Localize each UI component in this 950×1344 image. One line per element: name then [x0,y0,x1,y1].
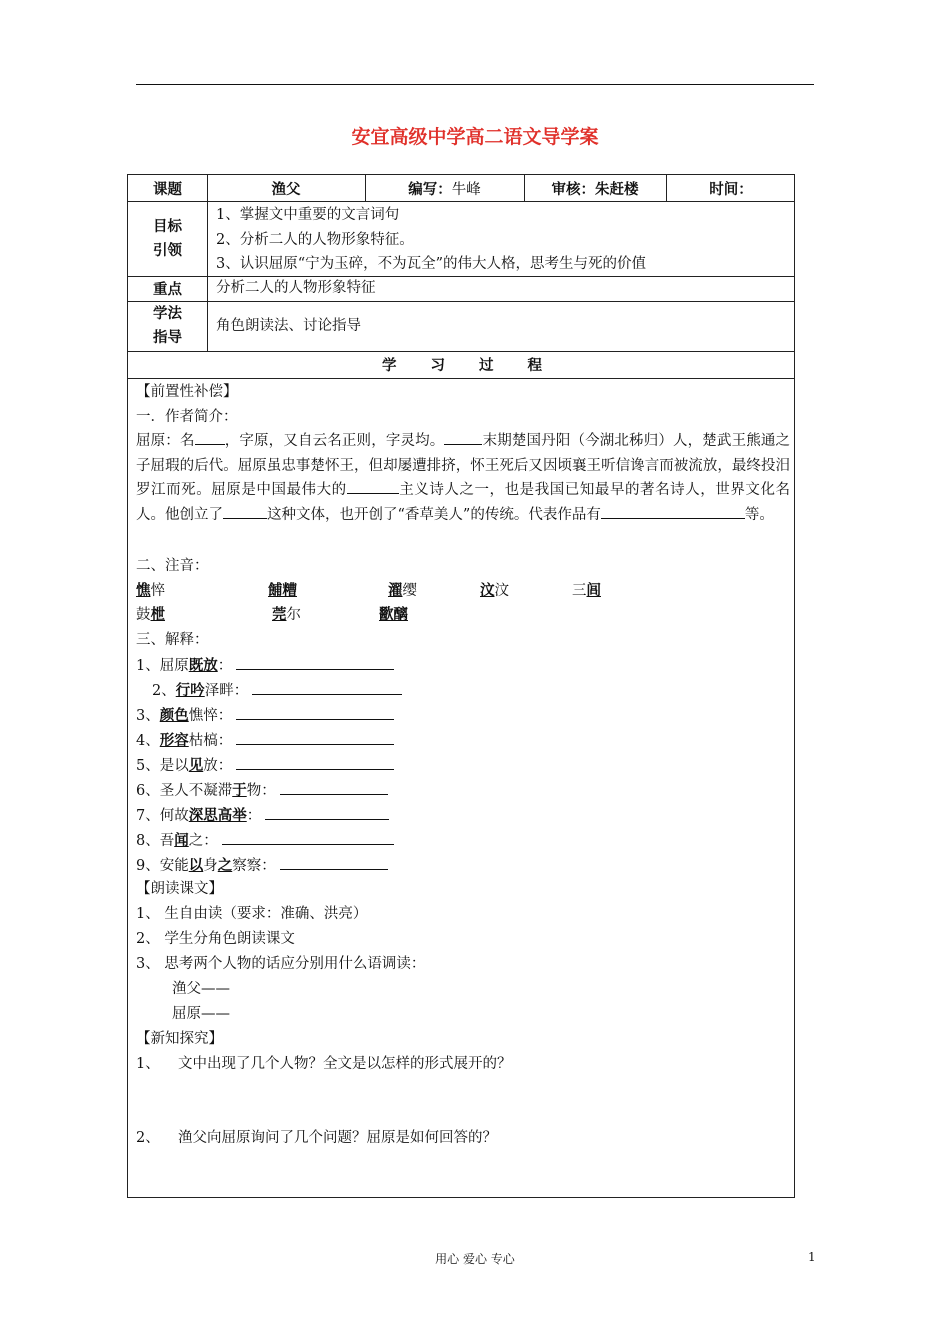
bio-text: 主义诗人之一，也是我国已知最早的著名诗人，世界文化名人。他创立了 [136,482,791,524]
answer-blank[interactable] [236,655,394,670]
lesson-table [127,174,795,1198]
pinyin-item: 歠醨 [379,607,408,623]
keypoint-label: 重点 [153,282,182,298]
answer-blank[interactable] [252,680,402,695]
goals-label-line1: 目标 [153,218,182,235]
answer-blank[interactable] [236,705,394,720]
blank-works[interactable] [601,504,745,519]
author-label: 编写： [408,181,452,198]
bio-text: 末期楚国丹阳（今湖北秭归）人，楚武王熊通之子屈瑕的后代。屈原虽忠事楚怀王，但却屡遭排挤，怀王死后又因顷襄王听信谗言而被流放，最终投汨罗江而死。屈原是中国最伟大的 [136,433,791,499]
bio-text: 这种文体，也开创了“香草美人”的传统。代表作品有 [267,507,601,524]
explore-q2-num: 2、 [136,1130,160,1146]
pinyin-item: 濯缨 [388,583,417,599]
page-number: 1 [808,1250,816,1264]
explore-q2: 渔父向屈原询问了几个问题？屈原是如何回答的？ [178,1130,497,1146]
pinyin-item: 莞尔 [272,607,301,623]
explain-item: 4、形容枯槁： [136,730,394,751]
blank-name[interactable] [195,430,225,445]
answer-blank[interactable] [280,780,388,795]
explain-item: 1、屈原既放： [136,655,394,676]
topic-value: 渔父 [271,181,301,198]
pinyin-item: 鼓枻 [136,607,165,623]
pinyin-item: 餔糟 [268,583,297,599]
reviewer-cell: 审核：朱赶楼 [551,181,639,198]
page-title: 安宜高级中学高二语文导学案 [351,126,599,148]
explain-item: 9、安能以身之察察： [136,855,388,876]
explain-item: 8、吾闻之： [136,830,394,851]
bio-text: 屈原：名 [136,433,195,449]
keypoint-value: 分析二人的人物形象特征 [216,280,376,296]
explain-heading: 三、解释： [136,632,209,648]
author-intro-heading: 一．作者简介： [136,409,238,425]
method-label-line1: 学法 [153,306,182,322]
bio-text: ，字原，又自云名正则，字灵均。 [224,433,445,449]
process-heading: 学习过程 [382,358,576,374]
explain-item: 2、行吟泽畔： [152,680,402,701]
reading-item: 2、 学生分角色朗读课文 [136,931,295,947]
explore-heading: 【新知探究】 [136,1031,223,1047]
answer-blank[interactable] [265,805,389,820]
reading-item: 3、 思考两个人物的话应分别用什么语调读： [136,956,426,972]
pinyin-item: 三闾 [572,583,601,599]
method-label [128,301,207,351]
explain-item: 3、颜色憔悴： [136,705,394,726]
answer-blank[interactable] [280,855,388,870]
footer-motto: 用心 爱心 专心 [435,1252,515,1266]
author-cell [365,175,524,201]
goals-list [216,203,646,277]
blank-ism[interactable] [347,479,399,494]
pre-heading: 【前置性补偿】 [136,384,238,400]
pinyin-heading: 二、注音： [136,558,209,574]
reading-heading: 【朗读课文】 [136,881,223,897]
answer-blank[interactable] [222,830,394,845]
answer-blank[interactable] [236,730,394,745]
goal-item: 3、认识屈原“宁为玉碎，不为瓦全”的伟大人格，思考生与死的价值 [216,256,647,272]
header-rule [136,84,814,85]
author-bio [136,429,790,528]
method-value: 角色朗读法、讨论指导 [216,318,361,334]
pinyin-item: 憔悴 [136,583,165,599]
reading-sub: 屈原—— [172,1006,230,1022]
goals-label [128,201,207,276]
explain-item: 5、是以见放： [136,755,394,776]
author-value: 牛峰 [451,181,481,198]
time-label: 时间： [709,181,753,198]
topic-label: 课题 [153,181,182,198]
blank-genre[interactable] [223,504,267,519]
reading-item: 1、 生自由读（要求：准确、洪亮） [136,906,368,922]
explain-item: 7、何故深思高举： [136,805,389,826]
answer-blank[interactable] [236,755,394,770]
bio-text: 等。 [744,507,774,524]
blank-era[interactable] [444,430,482,445]
pinyin-item: 汶汶 [480,583,509,599]
reading-sub: 渔父—— [172,981,230,997]
explore-q1: 文中出现了几个人物？全文是以怎样的形式展开的？ [178,1056,512,1072]
goal-item: 2、分析二人的人物形象特征。 [216,231,414,248]
method-label-line2: 指导 [153,330,182,346]
explain-item: 6、圣人不凝滞于物： [136,780,388,801]
goals-label-line2: 引领 [153,242,182,259]
explore-q1-num: 1、 [136,1056,160,1072]
goal-item: 1、掌握文中重要的文言词句 [216,207,400,223]
